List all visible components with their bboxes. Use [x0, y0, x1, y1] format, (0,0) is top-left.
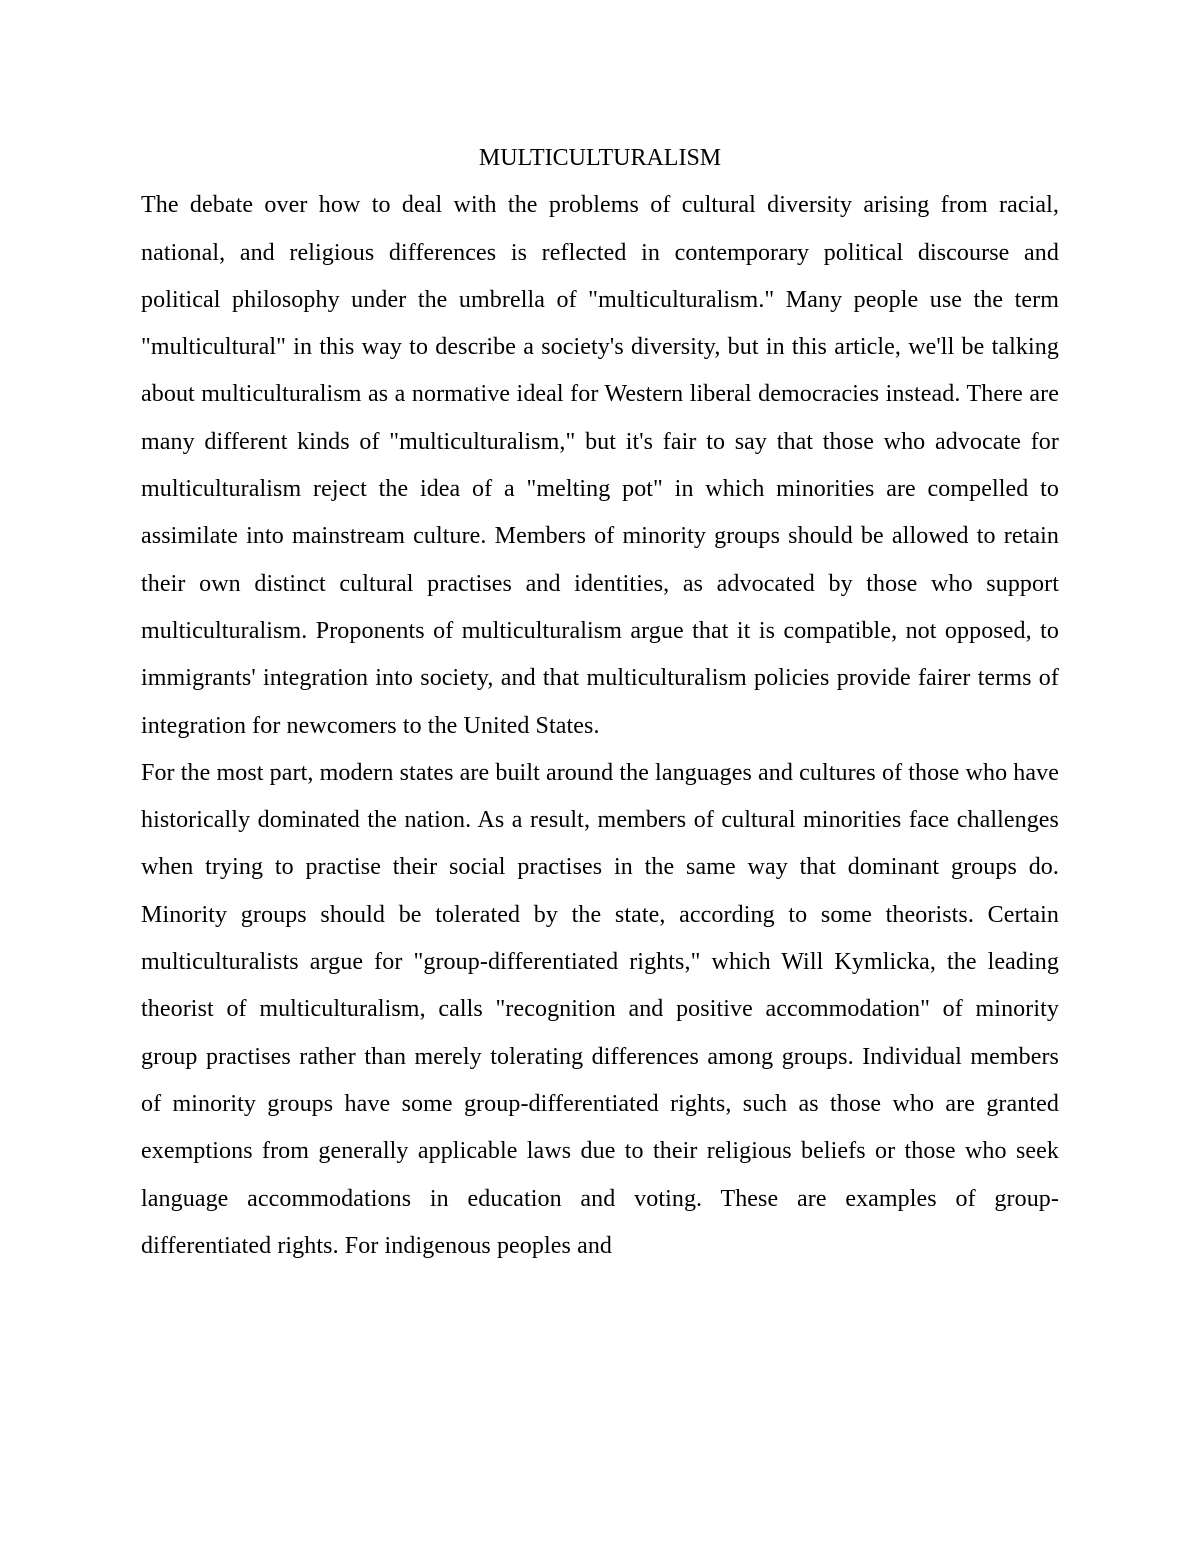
paragraph-1: The debate over how to deal with the problems of cultural diversity arising from racial, national, and religious differences is reflected in contemporary political discourse and political philosophy under the umbrella of "multiculturalism." Many people use the term "multicultural" in this way to describe a society's diversity, but in this article, we'll be talking about multiculturalism as a normative ideal for Western liberal democracies instead. There are many different kinds of "multiculturalism," but it's fair to say that those who advocate for multiculturalism reject the idea of a "melting pot" in which minorities are compelled to assimilate into mainstream culture. Members of minority groups should be allowed to retain their own distinct cultural practises and identities, as advocated by those who support multiculturalism. Proponents of multiculturalism argue that it is compatible, not opposed, to immigrants' integration into society, and that multiculturalism policies provide fairer terms of integration for newcomers to the United States.: [141, 192, 1059, 739]
document-title: MULTICULTURALISM: [478, 145, 722, 171]
document-body: [141, 135, 1059, 1270]
paragraph-2: For the most part, modern states are built around the languages and cultures of those who have historically dominated the nation. As a result, members of cultural minorities face challenges when trying to practise their social practises in the same way that dominant groups do. Minority groups should be tolerated by the state, according to some theorists. Certain multiculturalists argue for "group-differentiated rights," which Will Kymlicka, the leading theorist of multiculturalism, calls "recognition and positive accommodation" of minority group practises rather than merely tolerating differences among groups. Individual members of minority groups have some group-differentiated rights, such as those who are granted exemptions from generally applicable laws due to their religious beliefs or those who seek language accommodations in education and voting. These are examples of group-differentiated rights. For indigenous peoples and: [141, 759, 1059, 1259]
